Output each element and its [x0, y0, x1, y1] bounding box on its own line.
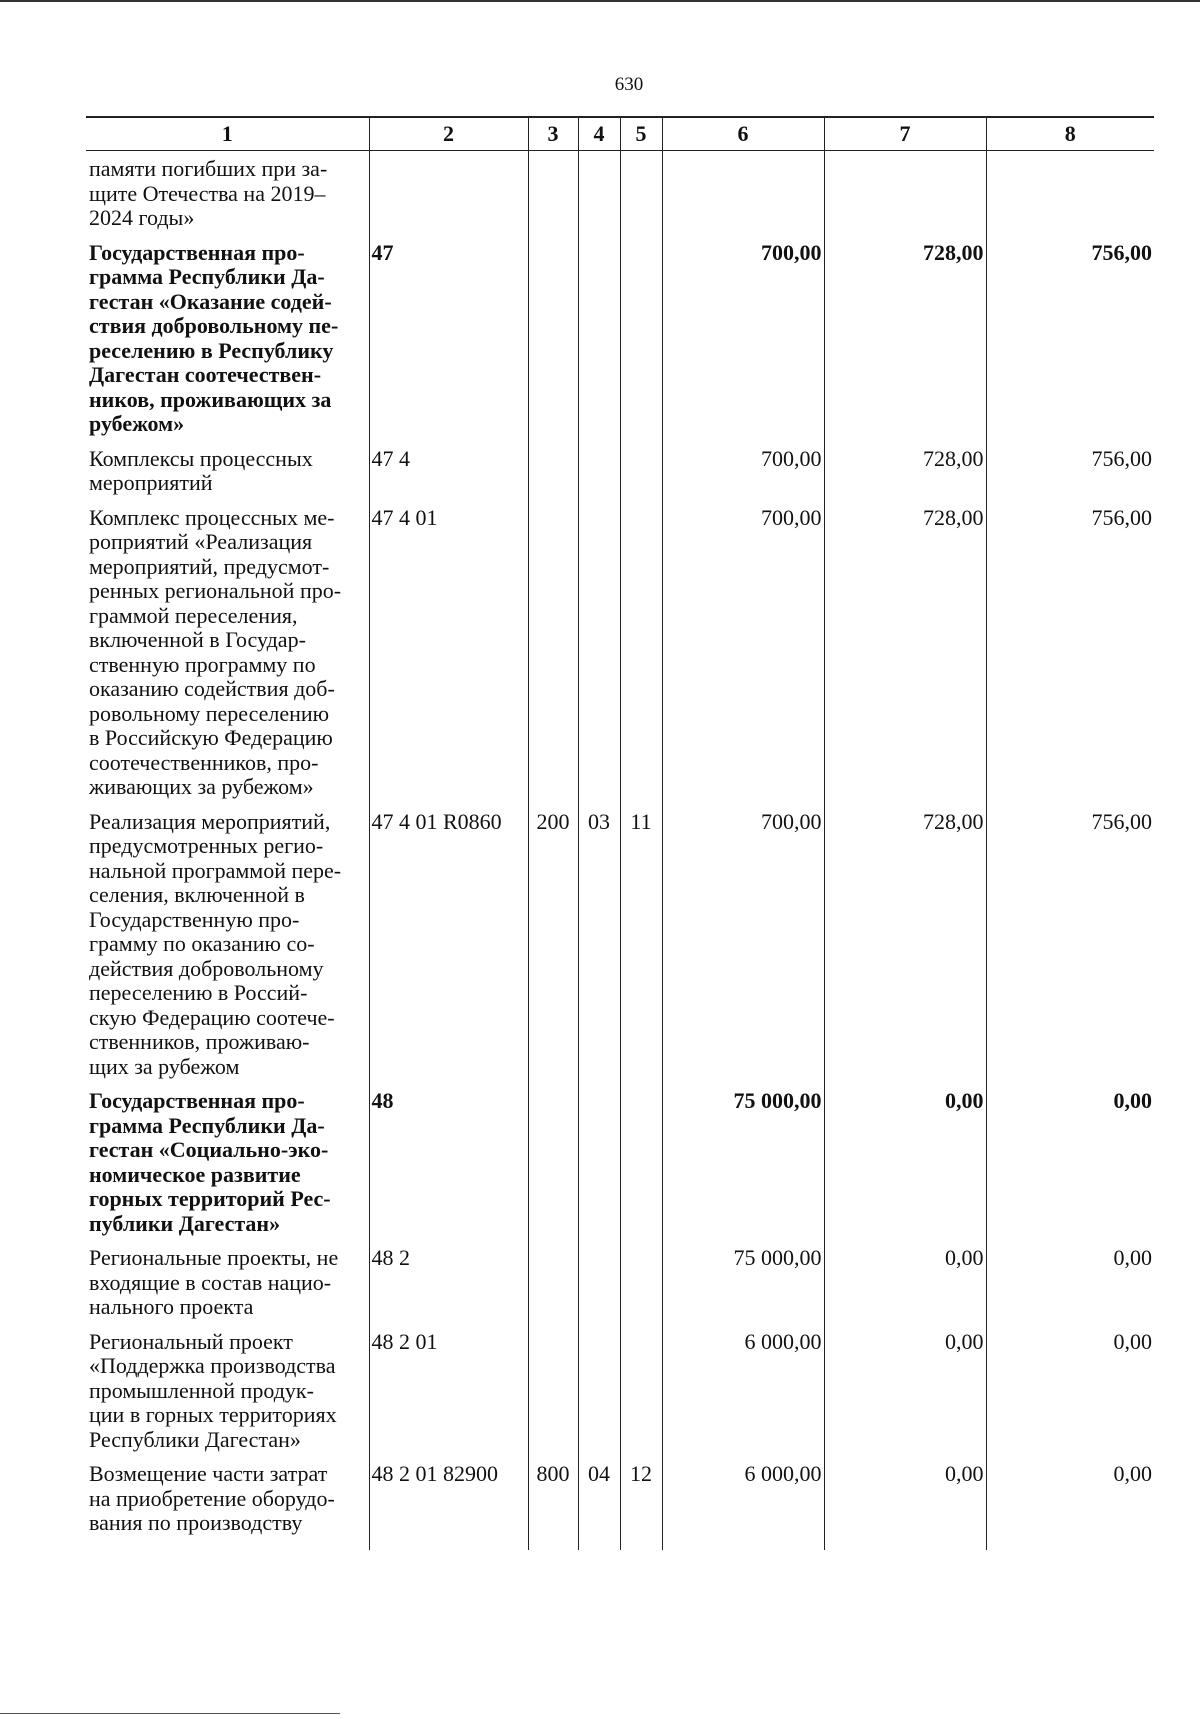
row-value-6: 6 000,00 [662, 1330, 824, 1463]
row-col4: 03 [578, 810, 620, 1090]
row-name: Комплексы процессных мероприятий [86, 447, 369, 506]
row-value-6 [662, 151, 824, 241]
row-col4 [578, 506, 620, 810]
row-col3 [528, 447, 578, 506]
table-row [86, 1330, 1154, 1463]
row-col3 [528, 151, 578, 241]
row-name: памяти погибших при за- щите Отечества на 2019– 2024 годы» [86, 151, 369, 241]
row-value-7: 0,00 [824, 1462, 986, 1550]
row-col3 [528, 506, 578, 810]
column-header-4: 4 [578, 117, 620, 151]
row-col5: 11 [620, 810, 662, 1090]
row-value-8 [986, 151, 1154, 241]
row-col3: 200 [528, 810, 578, 1090]
top-scan-edge [0, 0, 1200, 2]
column-header-3: 3 [528, 117, 578, 151]
row-name: Комплекс процессных ме- роприятий «Реализация мероприятий, предусмот- ренных региональной про- граммой переселения, включенной в Государ- ственную программу по оказанию содействия доб- ровольному переселению в Российскую Федерацию соотечественников, про- живающих за рубежом» [86, 506, 369, 810]
row-value-6: 75 000,00 [662, 1246, 824, 1330]
row-value-7: 0,00 [824, 1089, 986, 1246]
row-name: Государственная про- грамма Республики Да- гестан «Оказание содей- ствия добровольному пе- реселению в Республику Дагестан соотечествен- ников, проживающих за рубежом» [86, 241, 369, 447]
column-header-2: 2 [369, 117, 528, 151]
row-value-7: 728,00 [824, 241, 986, 447]
row-value-8: 756,00 [986, 241, 1154, 447]
row-code: 48 2 01 82900 [369, 1462, 528, 1550]
row-value-6: 700,00 [662, 506, 824, 810]
row-name: Реализация мероприятий, предусмотренных регио- нальной программой пере- селения, включенной в Государственную про- грамму по оказанию со- действия добровольному переселению в Россий- скую Федерацию соотече- ственников, проживаю- щих за рубежом [86, 810, 369, 1090]
row-value-7: 728,00 [824, 506, 986, 810]
row-value-6: 700,00 [662, 810, 824, 1090]
row-value-6: 75 000,00 [662, 1089, 824, 1246]
row-value-8: 0,00 [986, 1246, 1154, 1330]
row-col5 [620, 1330, 662, 1463]
row-col4 [578, 241, 620, 447]
row-col5 [620, 506, 662, 810]
column-header-1: 1 [86, 117, 369, 151]
table-row [86, 241, 1154, 447]
row-code: 47 4 01 [369, 506, 528, 810]
row-value-7: 728,00 [824, 447, 986, 506]
row-value-7: 728,00 [824, 810, 986, 1090]
row-name: Государственная про- грамма Республики Да- гестан «Социально-эко- номическое развитие горных территорий Рес- публики Дагестан» [86, 1089, 369, 1246]
table-row [86, 1462, 1154, 1550]
row-col5 [620, 241, 662, 447]
row-col4 [578, 1089, 620, 1246]
row-code [369, 151, 528, 241]
column-header-6: 6 [662, 117, 824, 151]
row-value-8: 0,00 [986, 1462, 1154, 1550]
table-row [86, 447, 1154, 506]
row-value-8: 756,00 [986, 810, 1154, 1090]
row-value-6: 6 000,00 [662, 1462, 824, 1550]
column-header-7: 7 [824, 117, 986, 151]
row-value-6: 700,00 [662, 447, 824, 506]
row-code: 47 4 [369, 447, 528, 506]
row-value-8: 0,00 [986, 1330, 1154, 1463]
row-name: Возмещение части затрат на приобретение оборудо- вания по производству [86, 1462, 369, 1550]
column-header-8: 8 [986, 117, 1154, 151]
row-col5 [620, 1089, 662, 1246]
row-value-7 [824, 151, 986, 241]
budget-table [86, 116, 1154, 1550]
row-col4: 04 [578, 1462, 620, 1550]
row-name: Региональные проекты, не входящие в состав нацио- нального проекта [86, 1246, 369, 1330]
row-value-6: 700,00 [662, 241, 824, 447]
page-number: 630 [614, 74, 644, 95]
table-row [86, 151, 1154, 241]
row-value-7: 0,00 [824, 1330, 986, 1463]
row-col4 [578, 447, 620, 506]
row-col3: 800 [528, 1462, 578, 1550]
row-code: 48 2 [369, 1246, 528, 1330]
row-col4 [578, 1246, 620, 1330]
header-row [86, 117, 1154, 151]
row-col3 [528, 1089, 578, 1246]
row-col5: 12 [620, 1462, 662, 1550]
row-value-8: 0,00 [986, 1089, 1154, 1246]
row-code: 48 2 01 [369, 1330, 528, 1463]
row-code: 47 4 01 R0860 [369, 810, 528, 1090]
row-code: 47 [369, 241, 528, 447]
table-row [86, 810, 1154, 1090]
table-row [86, 1089, 1154, 1246]
table-row [86, 1246, 1154, 1330]
row-col5 [620, 151, 662, 241]
row-col3 [528, 241, 578, 447]
budget-table-container [86, 116, 1154, 1608]
bottom-scan-edge [0, 1713, 340, 1714]
row-value-7: 0,00 [824, 1246, 986, 1330]
row-col4 [578, 151, 620, 241]
table-row [86, 506, 1154, 810]
row-name: Региональный проект «Поддержка производства промышленной продук- ции в горных территориях Республики Дагестан» [86, 1330, 369, 1463]
row-col3 [528, 1246, 578, 1330]
row-col5 [620, 447, 662, 506]
row-col3 [528, 1330, 578, 1463]
row-col4 [578, 1330, 620, 1463]
column-header-5: 5 [620, 117, 662, 151]
row-value-8: 756,00 [986, 447, 1154, 506]
row-value-8: 756,00 [986, 506, 1154, 810]
row-col5 [620, 1246, 662, 1330]
row-code: 48 [369, 1089, 528, 1246]
